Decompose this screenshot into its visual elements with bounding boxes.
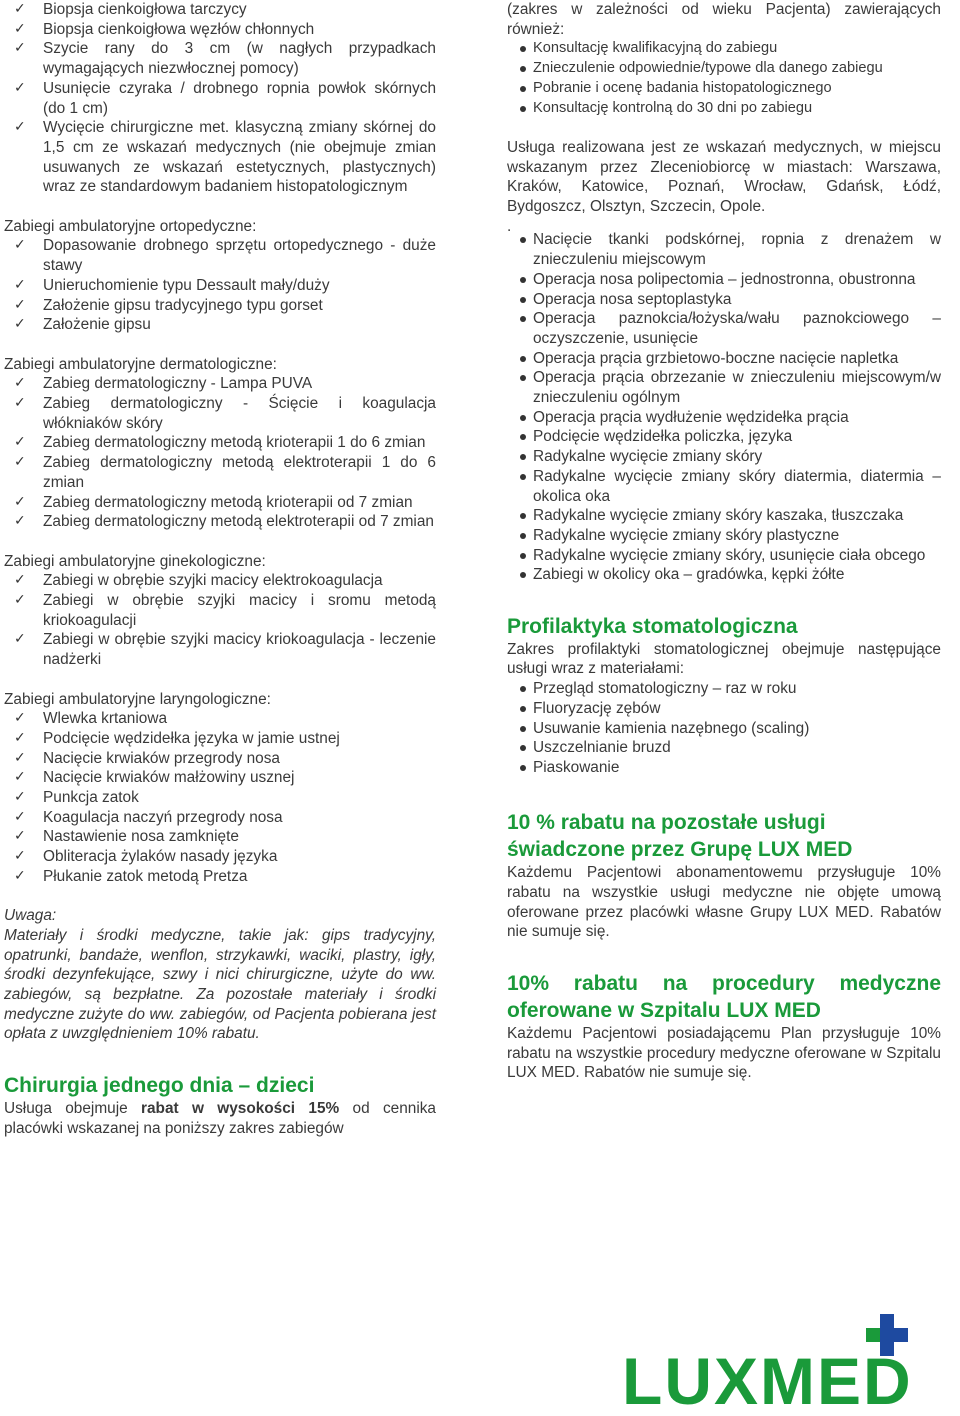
list-item: ✓ Punkcja zatok <box>4 788 436 808</box>
discount-bold: rabat w wysokości 15% <box>141 1099 340 1117</box>
procedures-list <box>507 230 941 585</box>
list-item: ✓ Nacięcie krwiaków przegrody nosa <box>4 749 436 769</box>
derm-list <box>4 374 436 532</box>
discount-10-text: Każdemu Pacjentowi abonamentowemu przysługuje 10% rabatu na wszystkie usługi medyczne nie objęte umową oferowane przez placówki własne Grupy LUX MED. Rabatów nie sumuje się. <box>507 864 941 941</box>
list-item: Zabiegi w okolicy oka – gradówka, kępki żółte <box>507 565 941 585</box>
list-item: ✓ Zabieg dermatologiczny metodą krioterapii 1 do 6 zmian <box>4 433 436 453</box>
luxmed-logo <box>622 1312 922 1408</box>
list-item: Operacja nosa polipectomia – jednostronna, obustronna <box>507 270 941 290</box>
list-item: ✓ Szycie rany do 3 cm (w nagłych przypadkach wymagających niezwłocznej pomocy) <box>4 39 436 78</box>
discount-10-title: 10 % rabatu na pozostałe usługi świadczone przez Grupę LUX MED <box>507 811 853 862</box>
list-item: Fluoryzację zębów <box>507 699 941 719</box>
list-item: Konsultację kontrolną do 30 dni po zabiegu <box>507 99 941 119</box>
left-column <box>4 0 436 1138</box>
text-span: od cennika placówki wskazanej na poniższy zakres zabiegów <box>4 1099 436 1137</box>
cities-text: Usługa realizowana jest ze wskazań medycznych, w miejscu wskazanym przez Zleceniobiorcę w miastach: Warszawa, Kraków, Katowice, Poznań, Wrocław, Gdańsk, Łódź, Bydgoszcz, Olsztyn, Szczecin, Opole. <box>507 138 941 216</box>
list-item: Radykalne wycięcie zmiany skóry, usunięcie ciała obcego <box>507 546 941 566</box>
list-item: ✓ Nastawienie nosa zamknięte <box>4 827 436 847</box>
list-item: ✓ Założenie gipsu <box>4 315 436 335</box>
ortho-list <box>4 236 436 335</box>
list-item: ✓ Koagulacja naczyń przegrody nosa <box>4 808 436 828</box>
list-item: Konsultację kwalifikacyjną do zabiegu <box>507 39 941 59</box>
stomatology-intro: Zakres profilaktyki stomatologicznej obejmuje następujące usługi wraz z materiałami: <box>507 640 941 678</box>
list-item: Usuwanie kamienia nazębnego (scaling) <box>507 719 941 739</box>
day-title-a: Chirurgia jednego dnia <box>4 1073 233 1097</box>
list-item: Operacja paznokcia/łożyska/wału paznokciowego – oczyszczenie, usunięcie <box>507 309 941 348</box>
list-item: ✓ Biopsja cienkoigłowa węzłów chłonnych <box>4 20 436 40</box>
lar-list <box>4 709 436 886</box>
list-item: Radykalne wycięcie zmiany skóry plastyczne <box>507 526 941 546</box>
intro-list <box>507 39 941 118</box>
list-item: ✓ Zabiegi w obrębie szyjki macicy kriokoagulacja - leczenie nadżerki <box>4 630 436 669</box>
list-item: ✓ Płukanie zatok metodą Pretza <box>4 867 436 887</box>
list-item: ✓ Podcięcie wędzidełka języka w jamie ustnej <box>4 729 436 749</box>
day-surgery-title <box>4 1072 436 1099</box>
top-list <box>4 0 436 197</box>
gyn-heading: Zabiegi ambulatoryjne ginekologiczne: <box>4 552 266 570</box>
note-text: Materiały i środki medyczne, takie jak: gips tradycyjny, opatrunki, bandaże, wenflon, strzykawki, waciki, plastry, igły, środki dezynfekujące, szwy i nici chirurgiczne, użyte do ww. zabiegów, są bezpłatne. Za pozostałe materiały i środki medyczne zużyte do ww. zabiegów, od Pacjenta pobierana jest opłata z uwzględnieniem 10% rabatu. <box>4 926 436 1043</box>
list-item: Znieczulenie odpowiednie/typowe dla danego zabiegu <box>507 59 941 79</box>
list-item: Piaskowanie <box>507 758 941 778</box>
list-item: ✓ Usunięcie czyraka / drobnego ropnia powłok skórnych (do 1 cm) <box>4 79 436 118</box>
list-item: ✓ Zabieg dermatologiczny - Ścięcie i koagulacja włókniaków skóry <box>4 394 436 433</box>
list-item: ✓ Zabiegi w obrębie szyjki macicy elektrokoagulacja <box>4 571 436 591</box>
list-item: ✓ Zabieg dermatologiczny metodą elektroterapii 1 do 6 zmian <box>4 453 436 492</box>
list-item: ✓ Nacięcie krwiaków małżowiny usznej <box>4 768 436 788</box>
list-item: ✓ Zabieg dermatologiczny metodą krioterapii od 7 zmian <box>4 493 436 513</box>
right-column <box>507 0 941 1083</box>
list-item: ✓ Zabieg dermatologiczny metodą elektroterapii od 7 zmian <box>4 512 436 532</box>
list-item: Operacja prącia obrzezanie w znieczuleniu miejscowym/w znieczuleniu ogólnym <box>507 368 941 407</box>
hospital-discount-title: 10% rabatu na procedury medyczne oferowane w Szpitalu LUX MED <box>507 971 941 1022</box>
list-item: ✓ Zabieg dermatologiczny - Lampa PUVA <box>4 374 436 394</box>
list-item: ✓ Założenie gipsu tradycyjnego typu gorset <box>4 296 436 316</box>
day-surgery-text <box>4 1099 436 1138</box>
list-item: Operacja prącia wydłużenie wędzidełka prącia <box>507 408 941 428</box>
gyn-list <box>4 571 436 670</box>
list-item: Radykalne wycięcie zmiany skóry diatermia, diatermia – okolica oka <box>507 467 941 506</box>
derm-heading: Zabiegi ambulatoryjne dermatologiczne: <box>4 355 277 373</box>
list-item: ✓ Wycięcie chirurgiczne met. klasyczną zmiany skórnej do 1,5 cm ze wskazań medycznych (nie obejmuje zmian usuwanych ze wskazań estetycznych, plastycznych) wraz ze standardowym badaniem histopatologicznym <box>4 118 436 197</box>
list-item: ✓ Obliteracja żylaków nasady języka <box>4 847 436 867</box>
list-item: Przegląd stomatologiczny – raz w roku <box>507 679 941 699</box>
list-item: Radykalne wycięcie zmiany skóry kaszaka, tłuszczaka <box>507 506 941 526</box>
dot-line: . <box>507 217 512 235</box>
list-item: Nacięcie tkanki podskórnej, ropnia z drenażem w znieczuleniu miejscowym <box>507 230 941 269</box>
lar-heading: Zabiegi ambulatoryjne laryngologiczne: <box>4 690 271 708</box>
list-item: Pobranie i ocenę badania histopatologicznego <box>507 79 941 99</box>
list-item: Radykalne wycięcie zmiany skóry <box>507 447 941 467</box>
logo-text: LUXMED <box>622 1344 913 1408</box>
list-item: Podcięcie wędzidełka policzka, języka <box>507 427 941 447</box>
list-item: Operacja prącia grzbietowo-boczne nacięcie napletka <box>507 349 941 369</box>
list-item: ✓ Unieruchomienie typu Dessault mały/duży <box>4 276 436 296</box>
list-item: Operacja nosa septoplastyka <box>507 290 941 310</box>
ortho-heading: Zabiegi ambulatoryjne ortopedyczne: <box>4 217 257 235</box>
list-item: ✓ Biopsja cienkoigłowa tarczycy <box>4 0 436 20</box>
list-item: ✓ Zabiegi w obrębie szyjki macicy i sromu metodą kriokoagulacji <box>4 591 436 630</box>
day-title-dash: – <box>232 1073 257 1097</box>
list-item: Uszczelnianie bruzd <box>507 738 941 758</box>
stomatology-list <box>507 679 941 778</box>
text-span: Usługa obejmuje <box>4 1099 141 1117</box>
note-label: Uwaga: <box>4 907 57 925</box>
day-title-b: dzieci <box>256 1073 315 1097</box>
stomatology-title: Profilaktyka stomatologiczna <box>507 614 798 638</box>
list-item: ✓ Dopasowanie drobnego sprzętu ortopedycznego - duże stawy <box>4 236 436 275</box>
intro-text: (zakres w zależności od wieku Pacjenta) zawierających również: <box>507 1 941 38</box>
hospital-discount-text: Każdemu Pacjentowi posiadającemu Plan przysługuje 10% rabatu na wszystkie procedury medyczne oferowane w Szpitalu LUX MED. Rabatów nie sumuje się. <box>507 1024 941 1082</box>
list-item: ✓ Wlewka krtaniowa <box>4 709 436 729</box>
